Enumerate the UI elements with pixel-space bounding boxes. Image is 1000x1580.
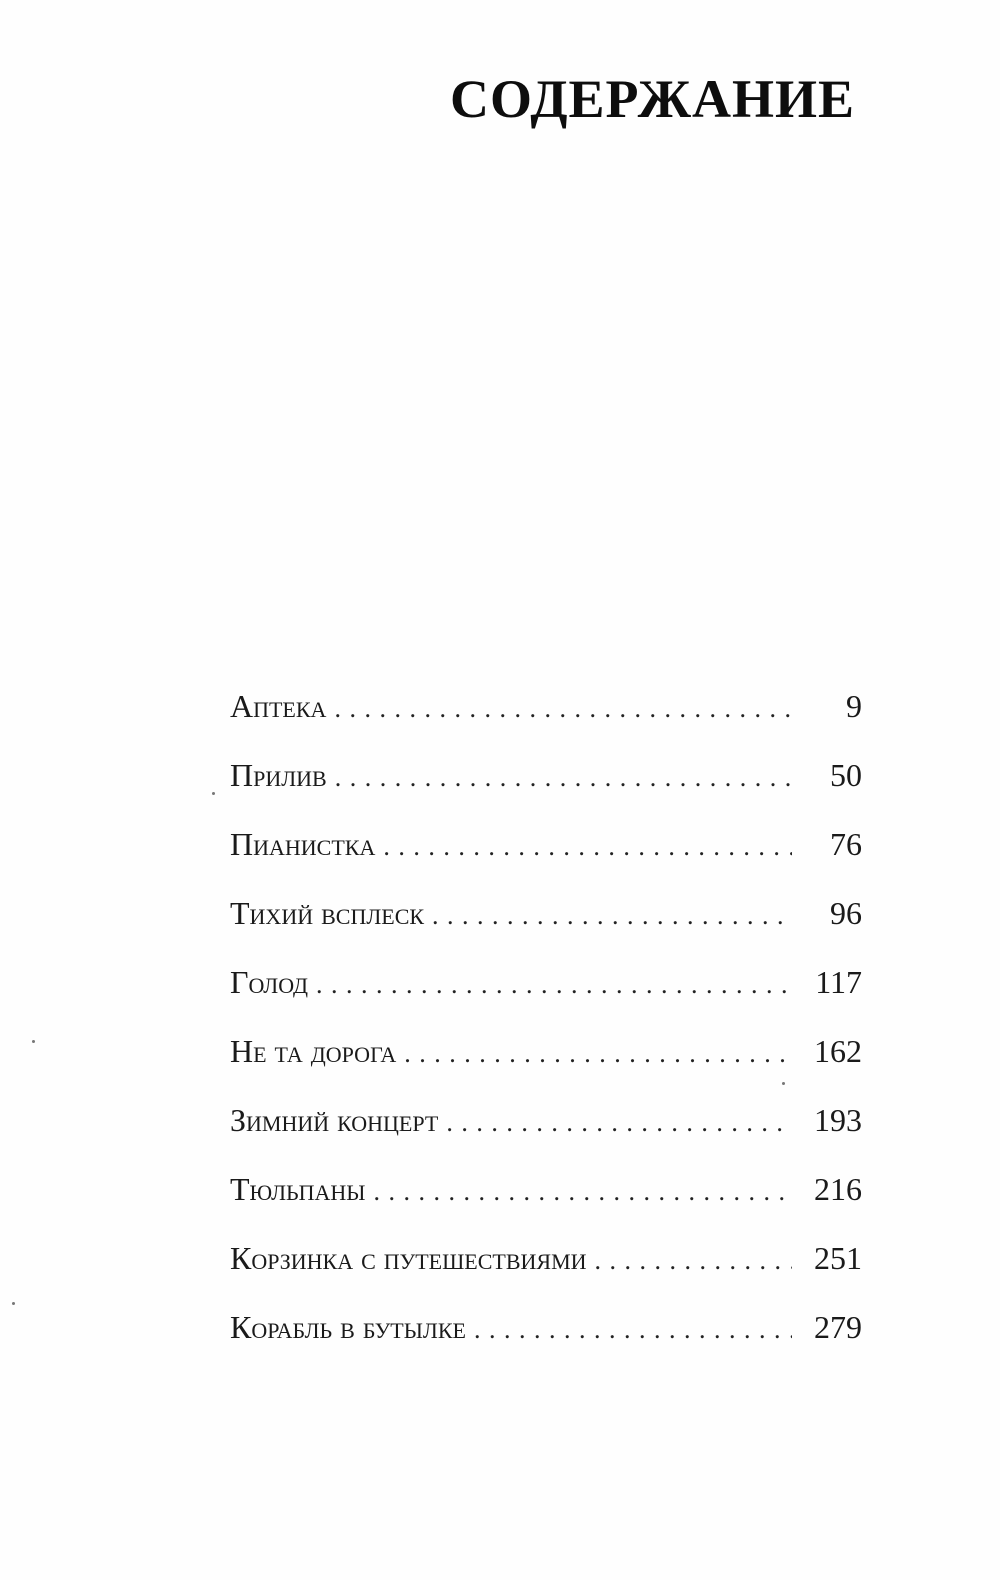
toc-leader-dots — [335, 763, 792, 793]
toc-entry-title: Голод — [230, 964, 309, 1000]
toc-entry — [230, 1033, 862, 1102]
toc-leader-dots — [383, 832, 792, 862]
toc-entry-page: 162 — [814, 1033, 862, 1069]
toc-entry-title: Корзинка с путешествиями — [230, 1240, 587, 1276]
table-of-contents — [230, 688, 862, 1378]
toc-leader-dots — [446, 1108, 792, 1138]
scan-speck — [12, 1302, 15, 1305]
toc-entry — [230, 826, 862, 895]
scan-speck — [32, 1040, 35, 1043]
toc-leader-dots — [334, 694, 792, 724]
toc-entry-page: 50 — [830, 757, 862, 793]
toc-entry — [230, 1240, 862, 1309]
toc-leader-dots — [404, 1039, 792, 1069]
toc-leader-dots — [595, 1246, 792, 1276]
toc-leader-dots — [316, 970, 792, 1000]
toc-entry — [230, 1309, 862, 1378]
toc-leader-dots — [432, 901, 792, 931]
toc-entry — [230, 1171, 862, 1240]
toc-entry-page: 76 — [830, 826, 862, 862]
toc-entry-title: Не та дорога — [230, 1033, 397, 1069]
toc-entry-page: 193 — [814, 1102, 862, 1138]
toc-entry-page: 9 — [846, 688, 862, 724]
toc-entry-page: 117 — [815, 964, 862, 1000]
toc-entry-title: Зимний концерт — [230, 1102, 439, 1138]
toc-entry-title: Аптека — [230, 688, 327, 724]
toc-entry-page: 251 — [814, 1240, 862, 1276]
toc-entry — [230, 688, 862, 757]
toc-leader-dots — [474, 1315, 792, 1345]
toc-entry — [230, 757, 862, 826]
scan-speck — [782, 1082, 785, 1085]
toc-entry — [230, 1102, 862, 1171]
toc-leader-dots — [373, 1177, 792, 1207]
toc-entry-title: Корабль в бутылке — [230, 1309, 466, 1345]
toc-entry-title: Тихий всплеск — [230, 895, 425, 931]
toc-entry-page: 96 — [830, 895, 862, 931]
toc-entry — [230, 964, 862, 1033]
toc-entry-title: Пианистка — [230, 826, 376, 862]
page-title: СОДЕРЖАНИЕ — [450, 69, 855, 129]
toc-entry-page: 216 — [814, 1171, 862, 1207]
scan-speck — [212, 792, 215, 795]
toc-entry — [230, 895, 862, 964]
toc-entry-page: 279 — [814, 1309, 862, 1345]
toc-entry-title: Прилив — [230, 757, 327, 793]
toc-entry-title: Тюльпаны — [230, 1171, 366, 1207]
